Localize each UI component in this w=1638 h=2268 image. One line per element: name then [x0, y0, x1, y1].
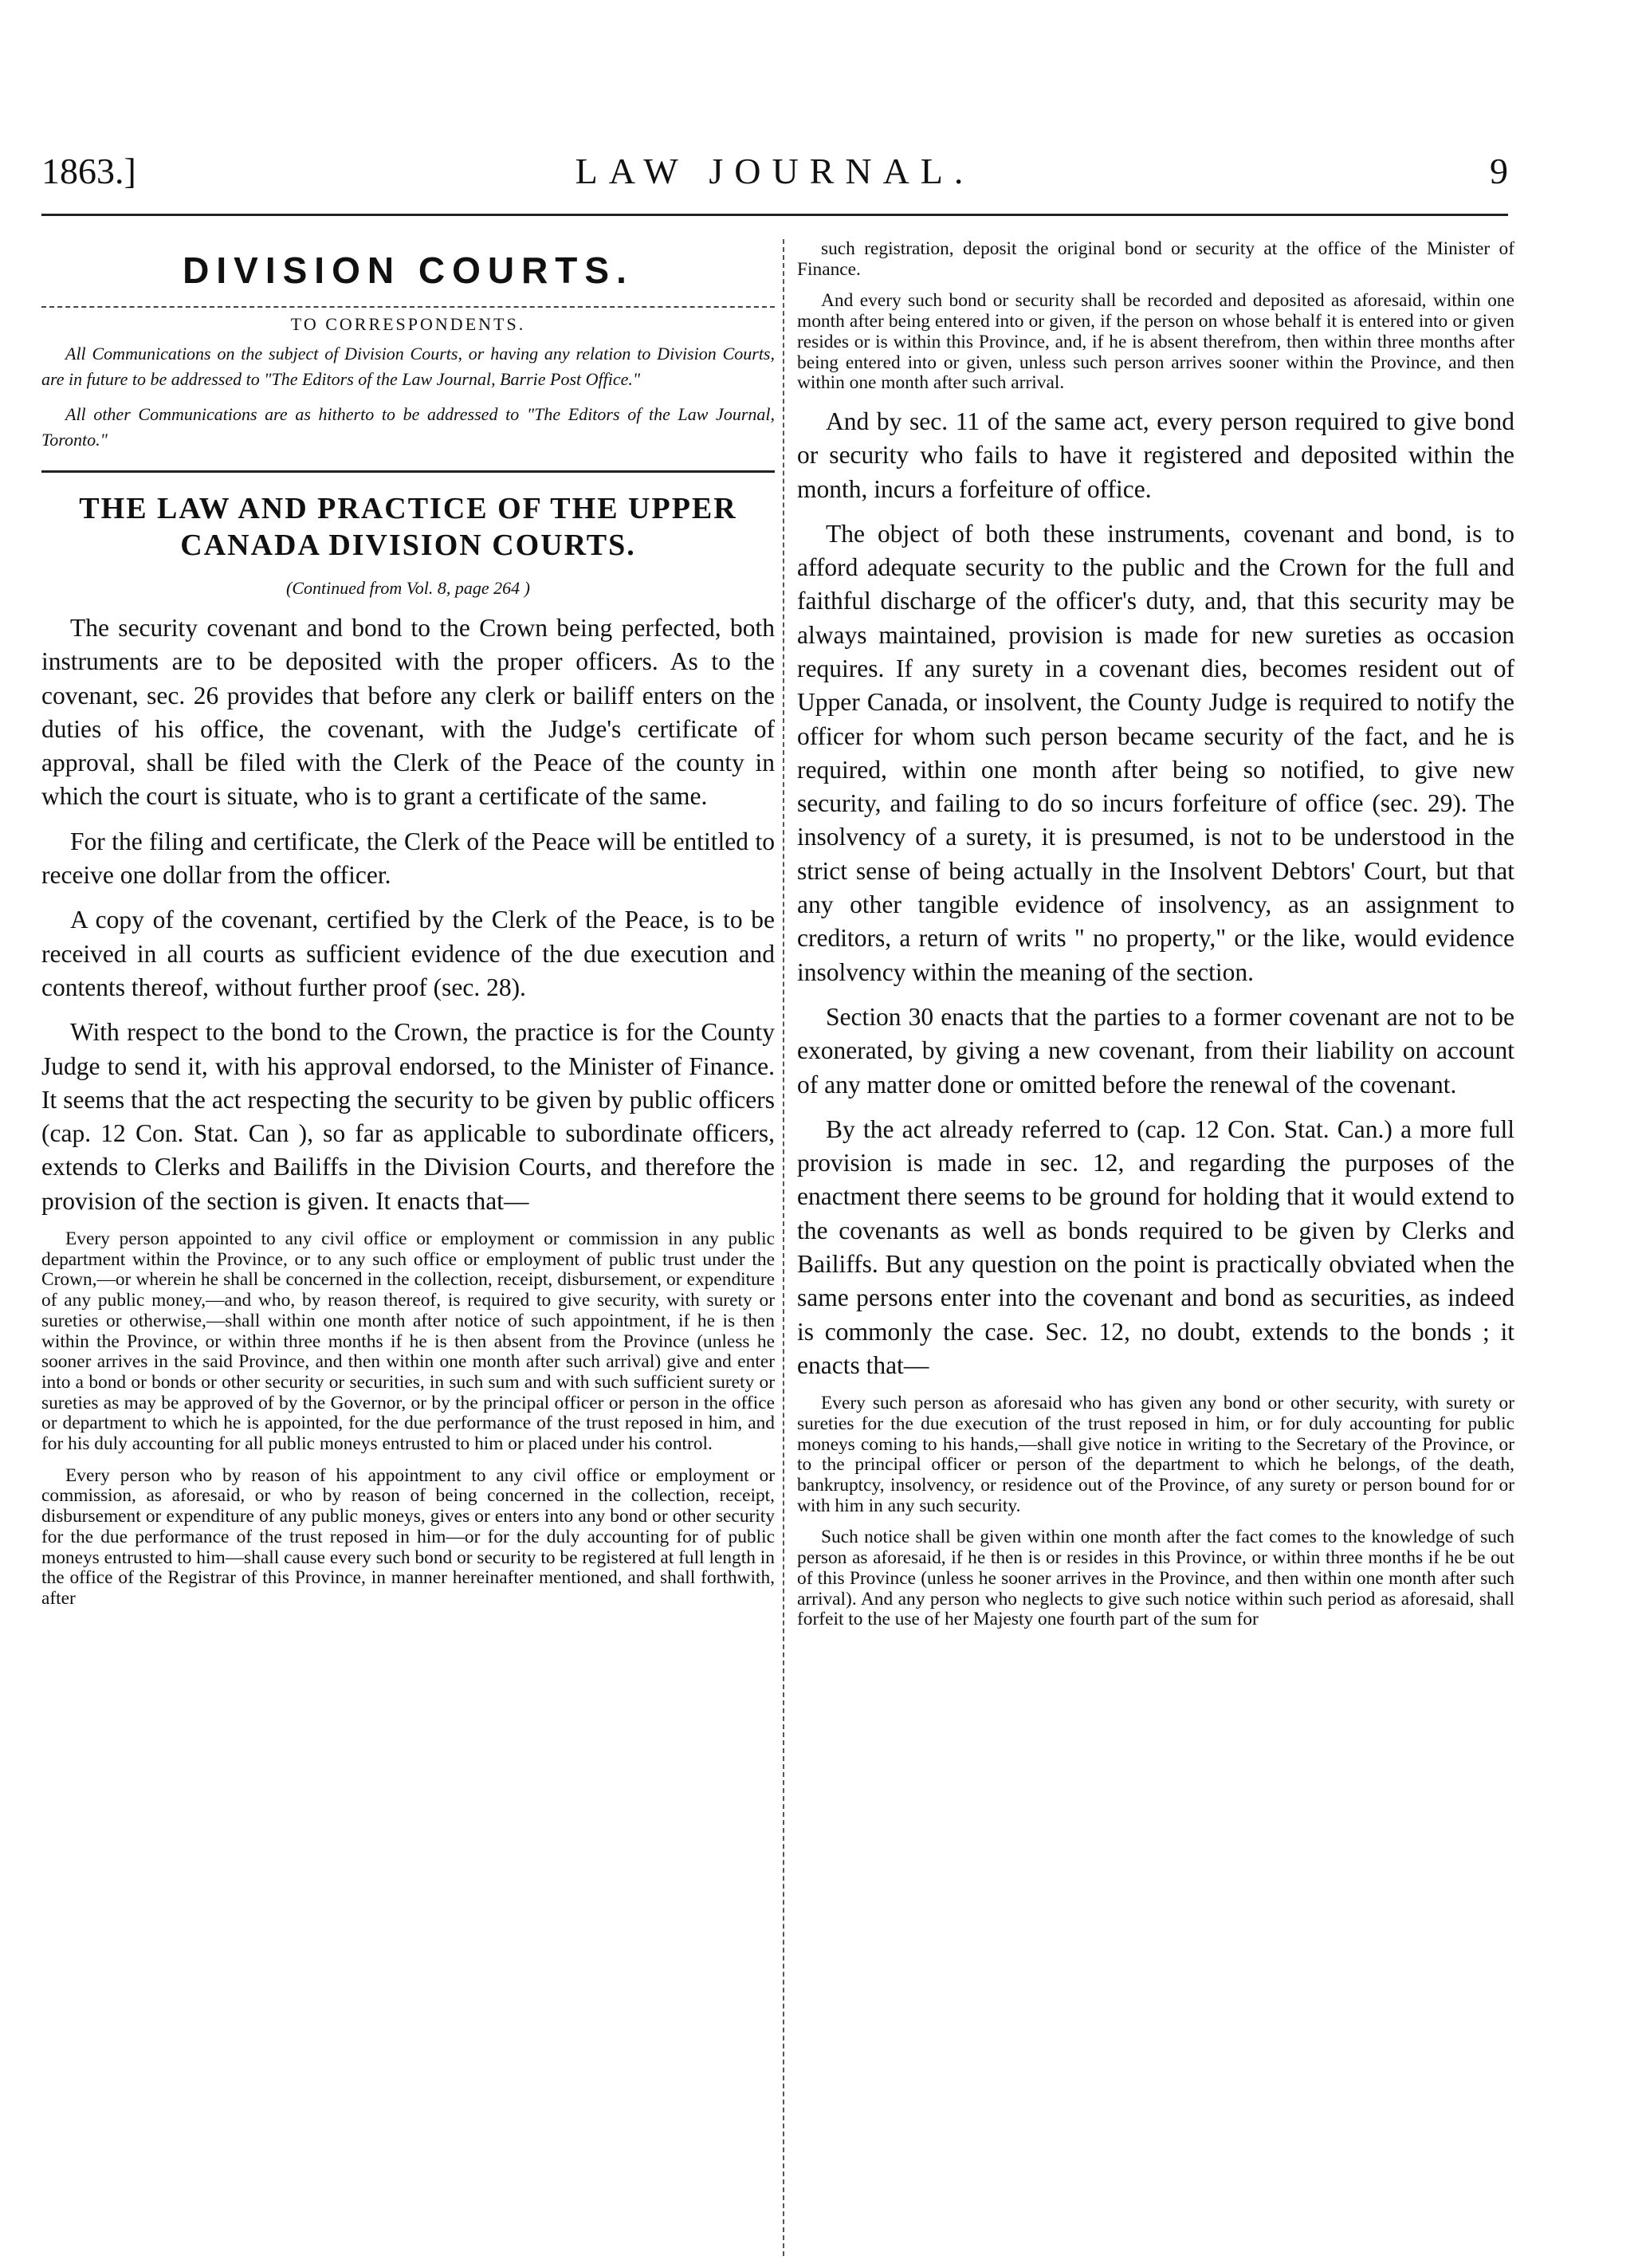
notice-paragraph: All other Communications are as hitherto to be addressed to "The Editors of the Law Journal, Toronto.": [41, 404, 775, 450]
statute-quote: such registration, deposit the original bond or security at the office of the Minister of Finance.: [797, 238, 1514, 280]
body-paragraph: By the act already referred to (cap. 12 Con. Stat. Can.) a more full provision is made in sec. 12, and regarding the purposes of the enactment there seems to be ground for holding that it would extend to the covenants as well as bonds required to be given by Clerks and Bailiffs. But any question on the point is practically obviated when the same persons enter into the covenant and bond as securities, as indeed is commonly the case. Sec. 12, no doubt, extends to the bonds ; it enacts that—: [797, 1114, 1514, 1379]
body-paragraph: The object of both these instruments, covenant and bond, is to afford adequate security to the public and the Crown for the full and faithful discharge of the officer's duty, and, that this security may be always maintained, provision is made for new sureties as occasion requires. If any surety in a covenant dies, becomes resident out of Upper Canada, or insolvent, the County Judge is required to notify the officer for whom such person became security of the fact, and he is required, within one month after being so notified, to give new security, and failing to do so incurs forfeiture of office (sec. 29). The insolvency of a surety, it is presumed, is not to be understood in the strict sense of being actually in the Insolvent Debtors' Court, but that any other tangible evidence of insolvency, as an assignment to creditors, a return of writs " no property," or the like, would evidence insolvency within the meaning of the section.: [797, 519, 1514, 986]
body-paragraph: The security covenant and bond to the Crown being perfected, both instruments are to be deposited with the proper officers. As to the covenant, sec. 26 provides that before any clerk or bailiff enters on the duties of his office, the covenant, with the Judge's certificate of approval, shall be filed with the Clerk of the Peace of the county in which the court is situate, who is to grant a certificate of the same.: [41, 614, 775, 811]
section-rule: [41, 306, 775, 308]
body-paragraph: For the filing and certificate, the Clerk of the Peace will be entitled to receive one dollar from the officer.: [41, 827, 775, 890]
statute-quote: Such notice shall be given within one month after the fact comes to the knowledge of such person as aforesaid, if he then is or resides in this Province, or within three months if he be out of this Province (unless he sooner arrives in the Province, and then within one month after such arrival). And any person who neglects to give such notice within such period as aforesaid, shall forfeit to the use of her Majesty one fourth part of the sum for: [797, 1527, 1514, 1630]
left-column: [41, 239, 775, 1621]
running-head-year: 1863.]: [41, 151, 136, 191]
body-paragraph: Section 30 enacts that the parties to a former covenant are not to be exonerated, by giving a new covenant, from their liability on account of any matter done or omitted before the renewal of the covenant.: [797, 1002, 1514, 1099]
body-paragraph: And by sec. 11 of the same act, every person required to give bond or security who fails to have it registered and deposited within the month, incurs a forfeiture of office.: [797, 407, 1514, 503]
statute-quote: Every person who by reason of his appointment to any civil office or employment or commission, as aforesaid, or who by reason of being concerned in the collection, receipt, disbursement or expenditure of any public moneys, gives or enters into any bond or other security for the due performance of the trust reposed in him—or for the duly accounting for of public moneys entrusted to him—shall cause every such bond or security to be registered at full length in the office of the Registrar of this Province, in manner hereinafter mentioned, and shall forthwith, after: [41, 1464, 775, 1609]
notice-paragraph: All Communications on the subject of Division Courts, or having any relation to Division Courts, are in future to be addressed to "The Editors of the Law Journal, Barrie Post Office.": [41, 344, 775, 389]
page-number: 9: [1490, 151, 1508, 191]
continued-note: (Continued from Vol. 8, page 264 ): [286, 578, 530, 598]
header-rule: [41, 214, 1508, 216]
body-paragraph: A copy of the covenant, certified by the Clerk of the Peace, is to be received in all courts as sufficient evidence of the due execution and contents thereof, without further proof (sec. 28).: [41, 906, 775, 1001]
section-heading: DIVISION COURTS.: [183, 250, 634, 291]
article-title: THE LAW AND PRACTICE OF THE UPPER CANADA DIVISION COURTS.: [79, 492, 737, 562]
right-column: [797, 239, 1514, 1641]
notice-rule: [41, 470, 775, 473]
statute-quote: And every such bond or security shall be recorded and deposited as aforesaid, within one month after being entered into or given, if the person on whose behalf it is entered into or given resides or is within this Province, and, if he is absent therefrom, then within three months after being entered into or given, unless such person arrives sooner within the Province, and then within one month after such arrival.: [797, 290, 1514, 394]
correspondents-heading: TO CORRESPONDENTS.: [290, 314, 526, 334]
body-paragraph: With respect to the bond to the Crown, the practice is for the County Judge to send it, with his approval endorsed, to the Minister of Finance. It seems that the act respecting the security to be given by public officers (cap. 12 Con. Stat. Can ), so far as applicable to subordinate officers, extends to Clerks and Bailiffs in the Division Courts, and therefore the provision of the section is given. It enacts that—: [41, 1018, 775, 1215]
statute-quote: Every such person as aforesaid who has given any bond or other security, with surety or sureties for the due execution of the trust reposed in him, or for duly accounting for public moneys coming to his hands,—shall give notice in writing to the Secretary of the Province, or to the principal officer or person of the department to which he belongs, of the death, bankruptcy, insolvency, or residence out of the Province, of any surety or person bound for or with him in any such security.: [797, 1393, 1514, 1516]
running-head: [41, 150, 1508, 206]
running-head-title: LAW JOURNAL.: [575, 151, 975, 191]
column-divider: [783, 239, 784, 2256]
statute-quote: Every person appointed to any civil office or employment or commission in any public department within the Province, or to any such office or employment of public trust under the Crown,—or wherein he shall be concerned in the collection, receipt, disbursement, or expenditure of any public money,—and who, by reason thereof, is required to give security, with surety or sureties or otherwise,—shall within one month after notice of such appointment, if he is then within the Province, or within three months if he is then absent from the Province (unless he sooner arrives in the said Province, and then within one month after such arrival) give and enter into a bond or bonds or other security or securities, in such sum and with such sufficient surety or sureties as may be approved of by the Governor, or by the principal officer or person in the office or department to which he is appointed, for the due performance of the trust reposed in him, and for his duly accounting for all public moneys entrusted to him or placed under his control.: [41, 1228, 775, 1455]
